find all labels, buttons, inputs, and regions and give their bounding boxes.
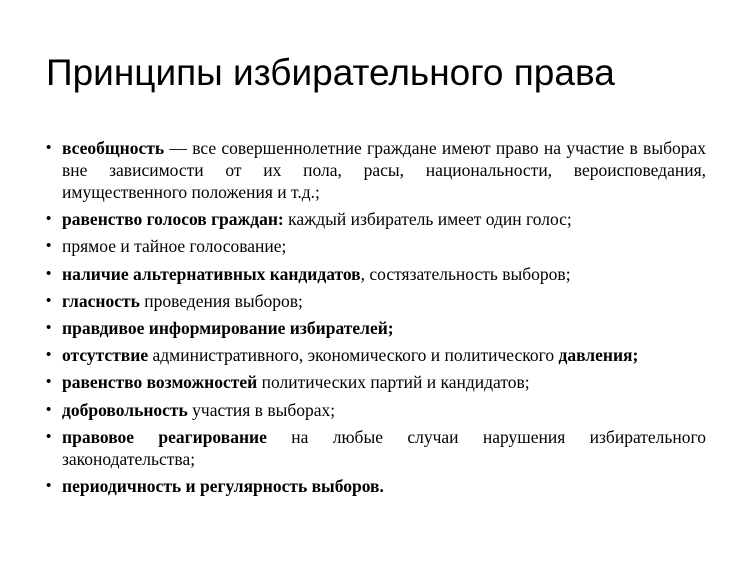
list-item-legal-response xyxy=(46,426,706,470)
bullet-icon: • xyxy=(46,264,52,282)
list-item-publicity xyxy=(46,290,706,312)
bullet-icon: • xyxy=(46,139,52,156)
item-text: участия в выборах; xyxy=(187,399,336,420)
item-term: добровольность xyxy=(62,399,188,420)
bullet-icon: • xyxy=(46,373,52,391)
slide-title: Принципы избирательного права xyxy=(46,52,615,93)
item-term: правовое реагирование xyxy=(62,426,267,447)
item-term: правдивое информирование избирателей; xyxy=(62,317,394,338)
list-item-equal-votes xyxy=(46,208,706,230)
list-item-no-pressure xyxy=(46,344,706,366)
item-term: равенство голосов граждан: xyxy=(62,209,284,230)
bullet-icon: • xyxy=(46,237,52,255)
bullet-icon: • xyxy=(46,400,52,418)
bullet-icon: • xyxy=(46,427,52,445)
list-item-truthful-information xyxy=(46,317,706,339)
item-term: равенство возможностей xyxy=(62,372,258,393)
item-text: на любые случаи нарушения избирательного законодательства; xyxy=(62,426,706,469)
list-item-direct-secret-voting xyxy=(46,235,706,257)
bullet-icon: • xyxy=(46,291,52,309)
item-text: каждый избиратель имеет один голос; xyxy=(283,209,572,230)
item-term: наличие альтернативных кандидатов xyxy=(62,263,361,284)
list-item-universality xyxy=(46,137,706,203)
list-item-alternative-candidates xyxy=(46,263,706,285)
item-term: гласность xyxy=(62,290,140,311)
item-text: прямое и тайное голосование; xyxy=(62,236,287,257)
item-term: периодичность и регулярность выборов. xyxy=(62,475,384,496)
bullet-icon: • xyxy=(46,210,52,228)
bullet-icon: • xyxy=(46,346,52,364)
item-text: проведения выборов; xyxy=(139,290,303,311)
list-item-voluntariness xyxy=(46,399,706,421)
list-item-periodicity xyxy=(46,475,706,497)
principles-list xyxy=(46,137,706,502)
item-text: административного, экономического и политического xyxy=(148,345,559,366)
item-text: — все совершеннолетние граждане имеют право на участие в выборах вне зависимости от их пола, расы, национальности, вероисповедания, имущественного положения и т.д.; xyxy=(62,138,706,202)
bullet-icon: • xyxy=(46,318,52,336)
item-text: политических партий и кандидатов; xyxy=(257,372,530,393)
bullet-icon: • xyxy=(46,476,52,494)
item-term: всеобщность xyxy=(62,138,165,158)
item-term-after: давления; xyxy=(558,345,639,366)
list-item-equal-opportunities xyxy=(46,371,706,393)
item-text: , состязательность выборов; xyxy=(360,263,571,284)
item-term: отсутствие xyxy=(62,345,149,366)
